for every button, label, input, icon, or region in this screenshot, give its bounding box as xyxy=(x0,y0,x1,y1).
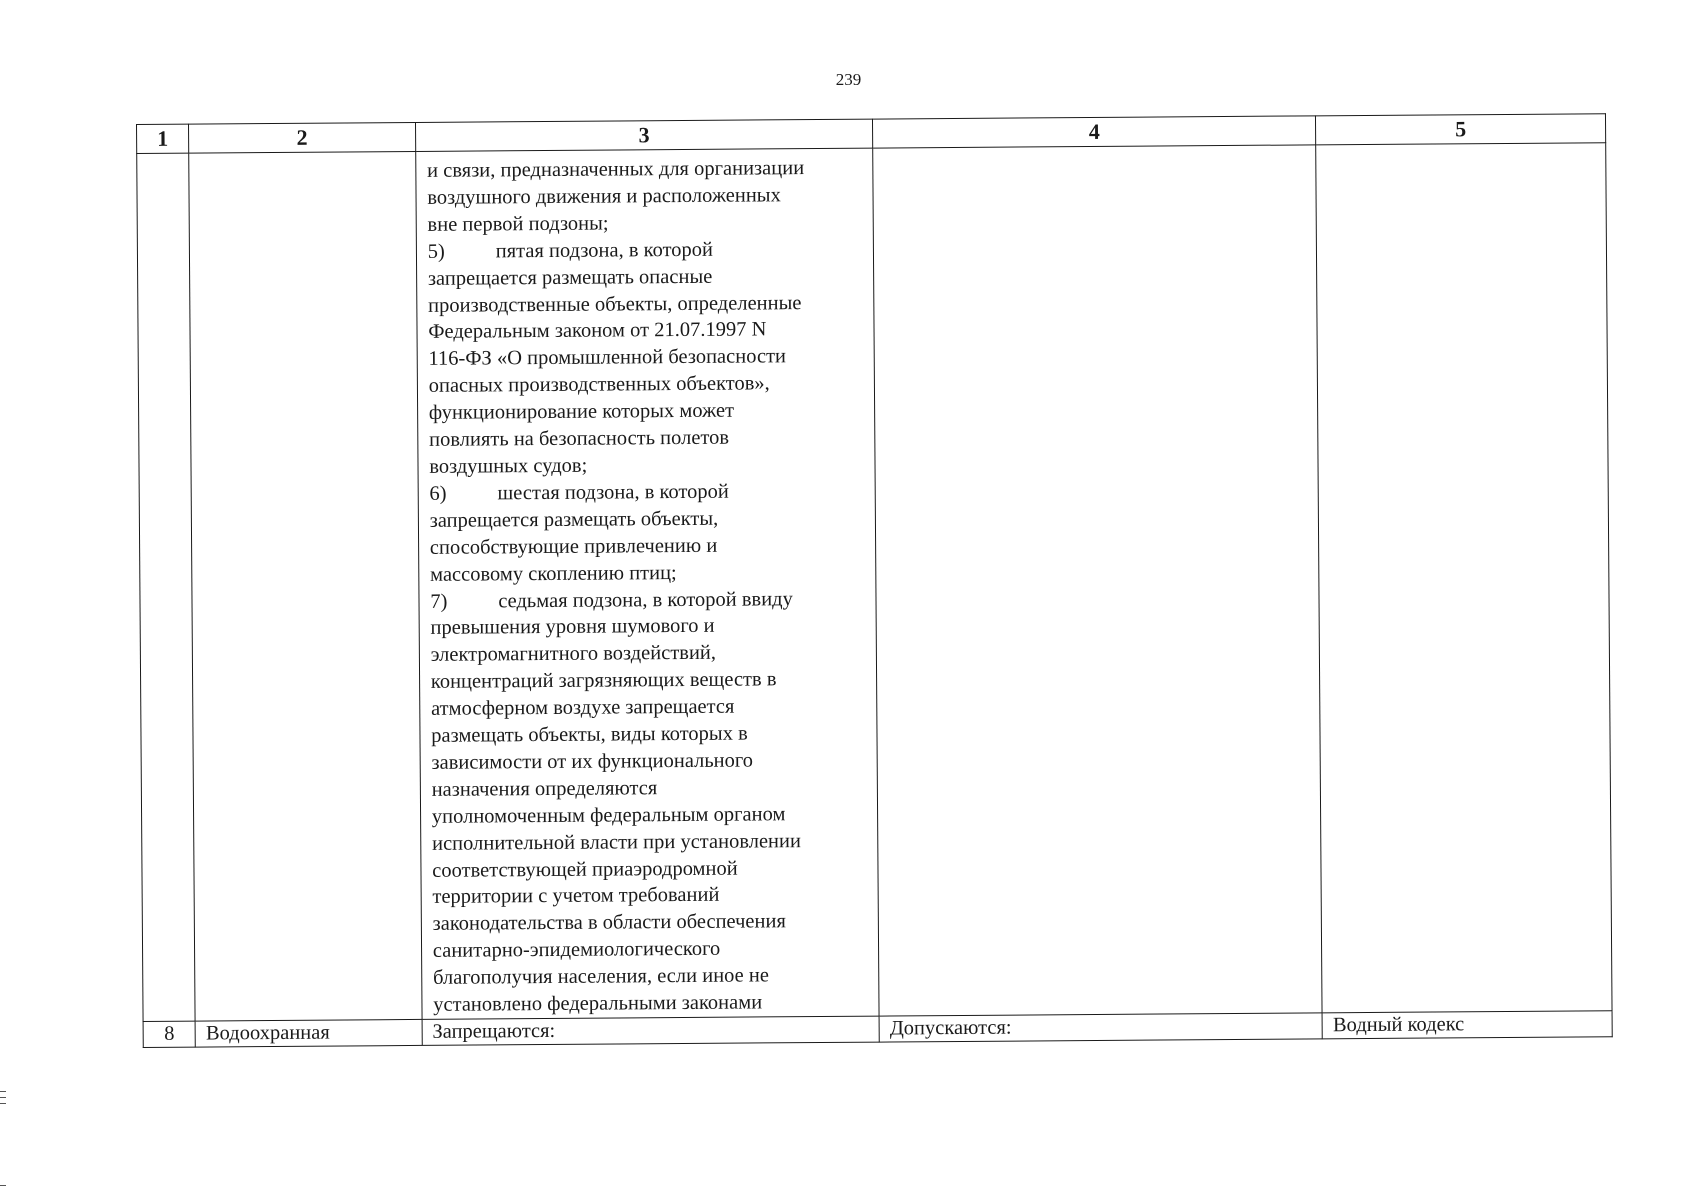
enumeration-number: 6) xyxy=(429,482,447,505)
text-line: массовому скоплению птиц; xyxy=(429,561,677,586)
page-number: 239 xyxy=(835,70,862,89)
cell-continued-col-2 xyxy=(189,151,422,1021)
text-line: размещать объекты, виды которых в xyxy=(431,722,748,747)
text-line: территории с учетом требований xyxy=(432,884,720,909)
cell-row8-number: 8 xyxy=(143,1021,195,1047)
text-line: исполнительной власти при установлении xyxy=(431,829,802,855)
enumeration-text: пятая подзона, в которой xyxy=(495,238,714,263)
enumeration-number: 5) xyxy=(427,240,445,263)
text-line: способствующие привлечению и xyxy=(429,534,718,559)
scan-edge-mark xyxy=(0,1103,6,1104)
text-line: установлено федеральными законами xyxy=(433,991,763,1016)
cell-continued-col-3 xyxy=(415,148,879,1019)
cell-continued-col-4 xyxy=(873,145,1323,1016)
scan-edge-mark xyxy=(0,1097,6,1098)
text-line: превышения уровня шумового и xyxy=(430,615,715,640)
cell-row8-legal-basis: Водный кодекс xyxy=(1322,1011,1612,1039)
text-line: функционирование которых может xyxy=(428,399,735,425)
enumeration-number: 7) xyxy=(430,590,448,613)
subzone-text xyxy=(416,149,879,1019)
text-line: санитарно-эпидемиологического xyxy=(432,938,721,963)
text-line: опасных производственных объектов», xyxy=(428,372,770,398)
text-line: запрещается размещать опасные xyxy=(427,265,713,290)
text-line: законодательства в области обеспечения xyxy=(432,910,786,936)
text-line: повлиять на безопасность полетов xyxy=(429,426,730,451)
enumeration-line xyxy=(428,235,868,265)
enumeration-text: седьмая подзона, в которой ввиду xyxy=(498,587,793,612)
cell-row8-permitted: Допускаются: xyxy=(879,1013,1322,1042)
text-line: электромагнитного воздействий, xyxy=(430,642,717,667)
enumeration-line xyxy=(430,585,870,615)
header-col-4: 4 xyxy=(873,116,1316,148)
enumeration-line xyxy=(429,478,869,508)
cell-row8-prohibited: Запрещаются: xyxy=(422,1016,880,1045)
text-line: вне первой подзоны; xyxy=(427,212,609,236)
scan-edge-mark xyxy=(0,1091,6,1092)
table-row-continued xyxy=(137,143,1612,1022)
text-line: воздушного движения и расположенных xyxy=(427,184,781,209)
enumeration-text: шестая подзона, в которой xyxy=(497,480,729,505)
text-line: атмосферном воздухе запрещается xyxy=(430,695,735,720)
cell-row8-zone-name: Водоохранная xyxy=(195,1019,422,1047)
text-line: 116-ФЗ «О промышленной безопасности xyxy=(428,345,787,371)
header-col-5: 5 xyxy=(1316,114,1606,145)
text-line: концентраций загрязняющих веществ в xyxy=(430,668,777,694)
text-line: производственные объекты, определенные xyxy=(428,291,802,317)
text-line: воздушных судов; xyxy=(429,454,588,478)
text-line: соответствующей приаэродромной xyxy=(432,857,738,882)
text-line: запрещается размещать объекты, xyxy=(429,507,719,532)
regulation-table xyxy=(136,113,1613,1048)
text-line: Федеральным законом от 21.07.1997 N xyxy=(428,318,767,344)
scan-edge-mark xyxy=(0,1185,6,1186)
header-col-2: 2 xyxy=(189,122,416,153)
text-line: назначения определяются xyxy=(431,777,658,801)
cell-continued-col-5 xyxy=(1316,143,1612,1013)
text-line: зависимости от их функционального xyxy=(431,749,754,774)
text-line: уполномоченным федеральным органом xyxy=(431,803,786,828)
header-col-3: 3 xyxy=(415,119,873,151)
text-line: благополучия населения, если иное не xyxy=(432,964,770,990)
text-line: и связи, предназначенных для организации xyxy=(427,157,805,182)
cell-continued-col-1 xyxy=(137,153,196,1021)
header-col-1: 1 xyxy=(137,124,189,153)
